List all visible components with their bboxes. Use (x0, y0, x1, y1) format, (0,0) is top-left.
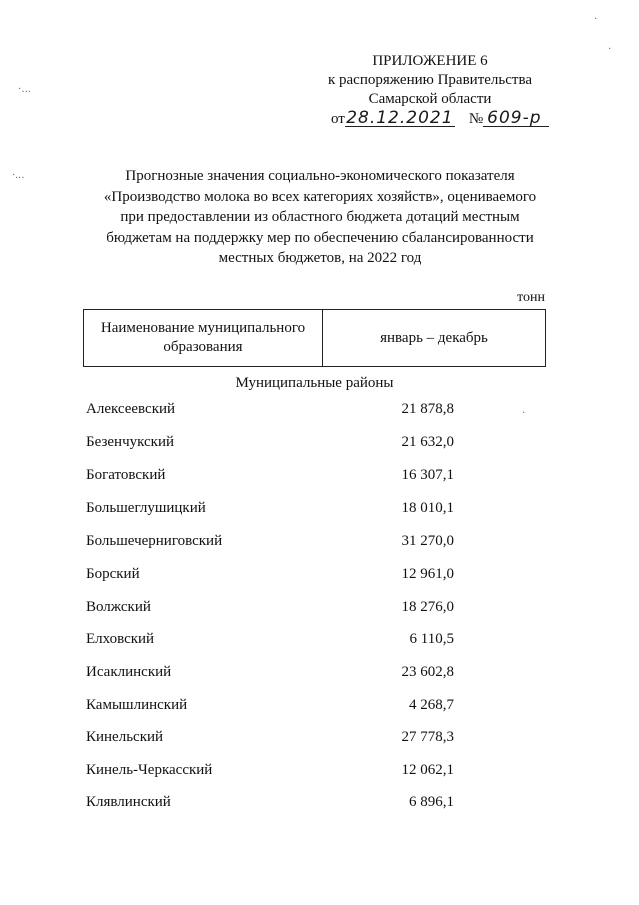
row-name: Безенчукский (86, 434, 175, 450)
row-name: Исаклинский (86, 664, 172, 680)
row-value: 6 110,5 (409, 631, 454, 647)
row-name: Большечерниговский (86, 533, 223, 549)
row-value: 18 010,1 (401, 500, 454, 516)
appendix-to-order: к распоряжению Правительства (327, 72, 532, 88)
title-line: бюджетам на поддержку мер по обеспечению сбалансированности (106, 229, 534, 246)
from-label: от (331, 111, 345, 127)
row-name: Большеглушицкий (86, 500, 206, 516)
table-row (84, 697, 544, 719)
row-name: Борский (86, 566, 140, 582)
row-name: Кинельский (86, 729, 164, 745)
table-row (84, 434, 544, 456)
table-header (83, 309, 546, 367)
unit-label: тонн (517, 290, 545, 305)
table-row (84, 401, 544, 423)
table-row (84, 599, 544, 621)
table-row (84, 467, 544, 489)
row-name: Богатовский (86, 467, 166, 483)
row-name: Кинель-Черкасский (86, 762, 213, 778)
column-header-name-line: образования (163, 339, 243, 355)
row-value: 12 062,1 (401, 762, 454, 778)
order-date-handwritten: 28.12.2021 (346, 108, 454, 128)
order-number-handwritten: 609-р (483, 110, 549, 127)
scan-speck: · (608, 44, 612, 55)
section-title: Муниципальные районы (235, 375, 394, 391)
title-line: местных бюджетов, на 2022 год (218, 250, 422, 266)
table-row (84, 500, 544, 522)
title-line: при предоставлении из областного бюджета дотаций местным (120, 209, 520, 225)
appendix-number: ПРИЛОЖЕНИЕ 6 (372, 53, 488, 69)
scan-speck: ·.‥ (12, 170, 25, 181)
scan-speck: ·‥. (18, 84, 31, 95)
table-row (84, 631, 544, 653)
row-value: 23 602,8 (401, 664, 454, 680)
row-value: 16 307,1 (401, 467, 454, 483)
scan-speck: · (594, 14, 598, 25)
row-value: 4 268,7 (409, 697, 454, 713)
table-row (84, 533, 544, 555)
scan-speck: · (522, 408, 526, 419)
number-label: № (468, 111, 484, 127)
table-row (84, 566, 544, 588)
table-row (84, 729, 544, 751)
row-value: 6 896,1 (409, 794, 454, 810)
row-name: Алексеевский (86, 401, 176, 417)
row-value: 12 961,0 (401, 566, 454, 582)
title-line: «Производство молока во всех категориях хозяйств», оцениваемого (103, 188, 537, 205)
row-value: 21 878,8 (401, 401, 454, 417)
table-row (84, 794, 544, 816)
row-value: 21 632,0 (401, 434, 454, 450)
row-value: 18 276,0 (401, 599, 454, 615)
column-header-name (84, 310, 323, 366)
row-value: 27 778,3 (401, 729, 454, 745)
row-name: Елховский (86, 631, 155, 647)
table-row (84, 664, 544, 686)
row-name: Клявлинский (86, 794, 171, 810)
table-row (84, 762, 544, 784)
document-title (80, 166, 560, 269)
row-name: Волжский (86, 599, 151, 615)
column-header-name-line: Наименование муниципального (100, 320, 306, 336)
row-name: Камышлинский (86, 697, 188, 713)
column-header-period: январь – декабрь (380, 329, 488, 346)
row-value: 31 270,0 (401, 533, 454, 549)
order-reference (331, 110, 549, 128)
title-line: Прогнозные значения социально-экономического показателя (125, 168, 515, 184)
appendix-header (300, 52, 560, 109)
appendix-region: Самарской области (368, 91, 492, 107)
